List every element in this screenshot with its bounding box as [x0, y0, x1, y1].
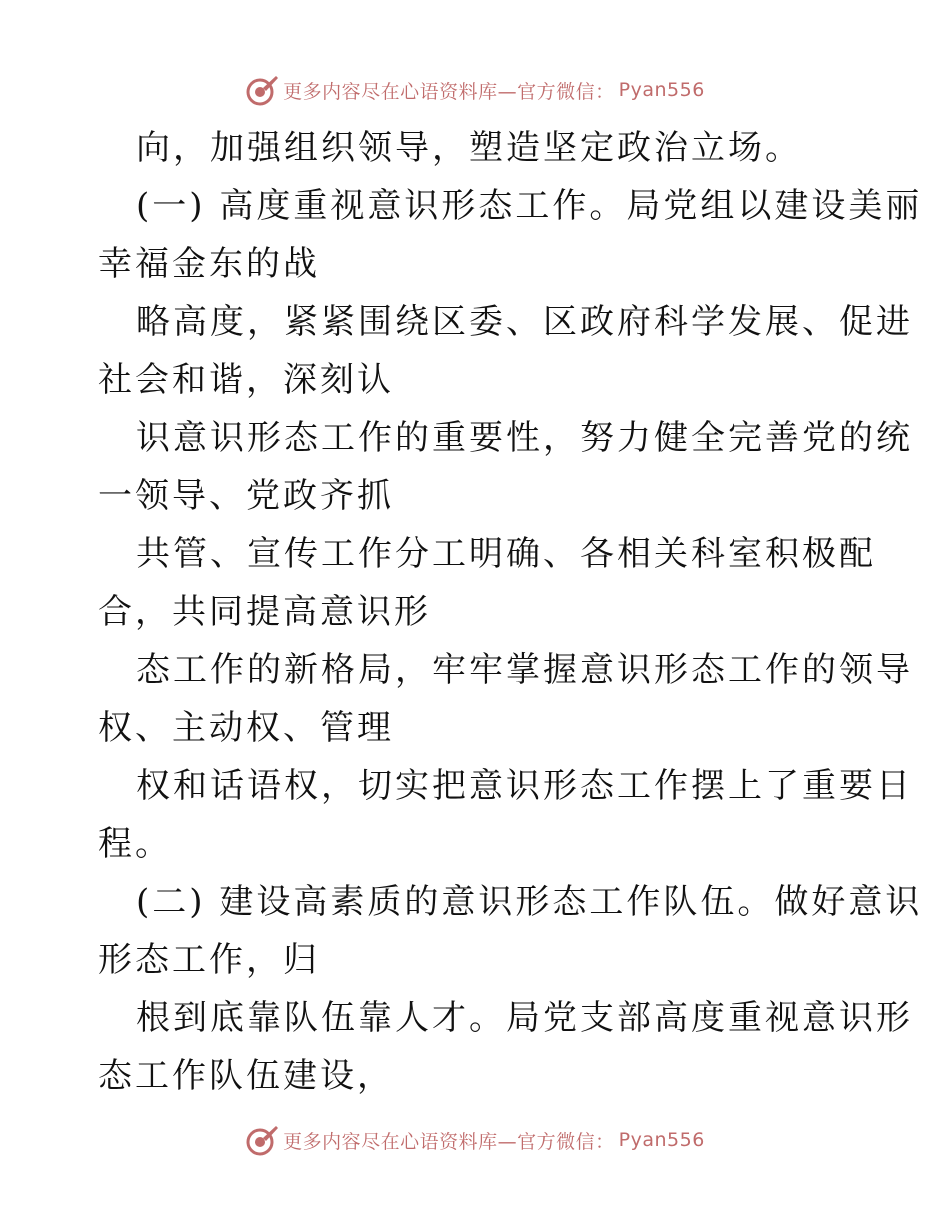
- text-line: 共管、宣传工作分工明确、各相关科室积极配: [136, 534, 876, 574]
- text-line: 向，加强组织领导，塑造坚定政治立场。: [136, 128, 802, 168]
- section-heading-2: (二) 建设高素质的意识形态工作队伍。做好意识: [136, 882, 923, 922]
- watermark-text: 更多内容尽在心语资料库—官方微信：: [283, 1130, 615, 1153]
- watermark-text: 更多内容尽在心语资料库—官方微信：: [283, 80, 615, 103]
- text-line: 合，共同提高意识形: [98, 592, 431, 632]
- text-line: 识意识形态工作的重要性，努力健全完善党的统: [136, 418, 913, 458]
- text-line: 一领导、党政齐抓: [98, 476, 394, 516]
- pen-seal-icon: [245, 73, 279, 107]
- text-line: 权、主动权、管理: [98, 708, 394, 748]
- watermark-wechat-id: Pyan556: [618, 79, 705, 101]
- text-line: 态工作队伍建设，: [98, 1056, 394, 1096]
- header-watermark: [0, 70, 950, 110]
- text-line: 幸福金东的战: [98, 244, 320, 284]
- watermark-wechat-id: Pyan556: [618, 1129, 705, 1151]
- section-heading-1: (一) 高度重视意识形态工作。局党组以建设美丽: [136, 186, 923, 226]
- text-line: 态工作的新格局，牢牢掌握意识形态工作的领导: [136, 650, 913, 690]
- text-line: 社会和谐，深刻认: [98, 360, 394, 400]
- text-line: 形态工作，归: [98, 940, 320, 980]
- text-line: 权和话语权，切实把意识形态工作摆上了重要日: [136, 766, 913, 806]
- pen-seal-icon: [245, 1123, 279, 1157]
- text-line: 略高度，紧紧围绕区委、区政府科学发展、促进: [136, 302, 913, 342]
- text-line: 根到底靠队伍靠人才。局党支部高度重视意识形: [136, 998, 913, 1038]
- text-line: 程。: [98, 824, 172, 864]
- footer-watermark: [0, 1120, 950, 1160]
